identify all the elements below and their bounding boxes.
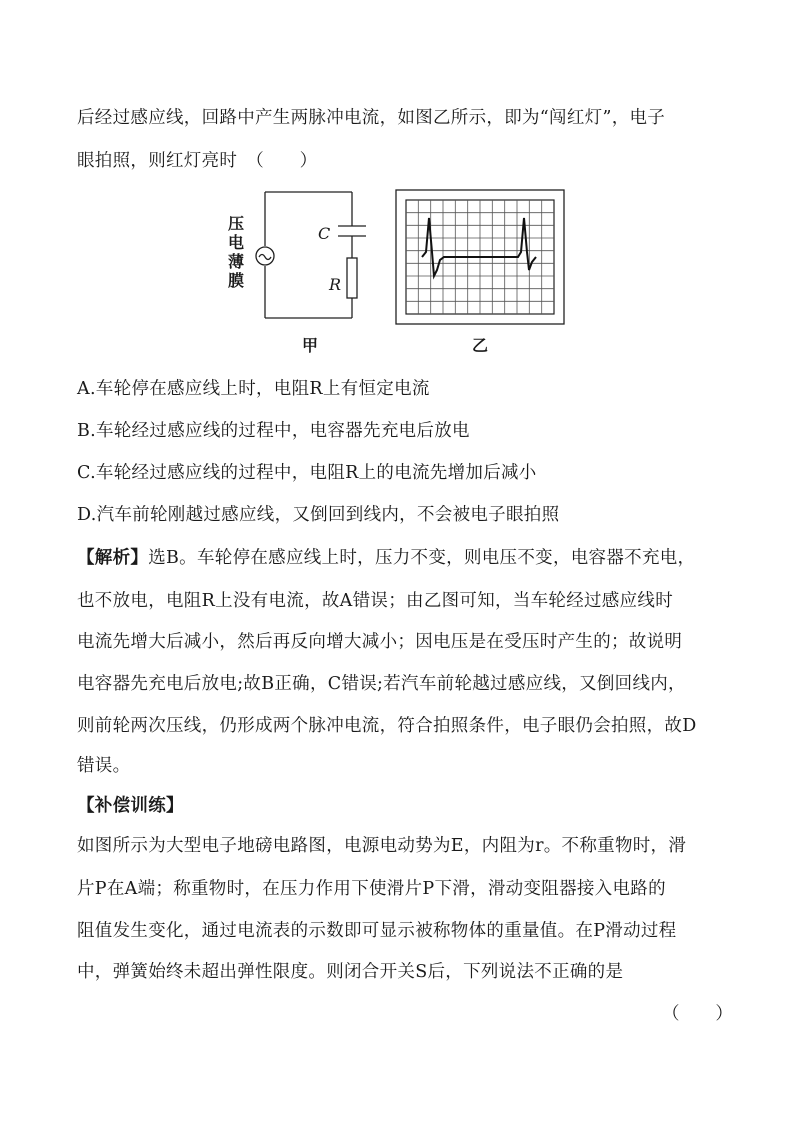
analysis-line-2: 也不放电，电阻R上没有电流，故A错误；由乙图可知，当车轮经过感应线时 (77, 591, 674, 611)
supplement-line-4: 中，弹簧始终未超出弹性限度。则闭合开关S后，下列说法不正确的是 (77, 962, 624, 982)
resistor-label: R (329, 275, 342, 294)
analysis-line-1: 【解析】选B。车轮停在感应线上时，压力不变，则电压不变，电容器不充电， (77, 548, 696, 568)
capacitor-label: C (318, 224, 331, 243)
piezo-film-label: 压 电 薄 膜 (228, 214, 245, 290)
waveform-trace (422, 218, 536, 276)
option-a: A.车轮停在感应线上时，电阻R上有恒定电流 (77, 379, 430, 399)
analysis-line-3: 电流先增大后减小，然后再反向增大减小；因电压是在受压时产生的；故说明 (77, 632, 683, 652)
supplement-title: 【补偿训练】 (77, 796, 184, 816)
analysis-line-5: 则前轮两次压线，仍形成两个脉冲电流，符合拍照条件，电子眼仍会拍照，故D (77, 716, 697, 736)
supplement-line-3: 阻值发生变化，通过电流表的示数即可显示被称物体的重量值。在P滑动过程 (77, 921, 677, 941)
circuit-figure (228, 186, 568, 356)
question-line-2: 眼拍照，则红灯亮时 （ ） (77, 151, 318, 171)
analysis-line-4: 电容器先充电后放电;故B正确，C错误;若汽车前轮越过感应线，又倒回线内， (77, 674, 686, 694)
option-d: D.汽车前轮刚越过感应线，又倒回到线内，不会被电子眼拍照 (77, 505, 560, 525)
supplement-line-2: 片P在A端；称重物时，在压力作用下使滑片P下滑，滑动变阻器接入电路的 (77, 879, 666, 899)
answer-bracket: （ ） (662, 1004, 734, 1024)
question-line-1: 后经过感应线，回路中产生两脉冲电流，如图乙所示，即为“闯红灯”，电子 (77, 108, 666, 128)
caption-yi: 乙 (472, 336, 489, 355)
option-b: B.车轮经过感应线的过程中，电容器先充电后放电 (77, 421, 470, 441)
analysis-tag: 【解析】 (77, 548, 149, 568)
analysis-line-6: 错误。 (77, 756, 131, 776)
circuit-diagram-jia (228, 186, 568, 331)
supplement-line-1: 如图所示为大型电子地磅电路图，电源电动势为E，内阻为r。不称重物时，滑 (77, 836, 687, 856)
caption-jia: 甲 (302, 336, 319, 355)
option-c: C.车轮经过感应线的过程中，电阻R上的电流先增加后减小 (77, 463, 537, 483)
